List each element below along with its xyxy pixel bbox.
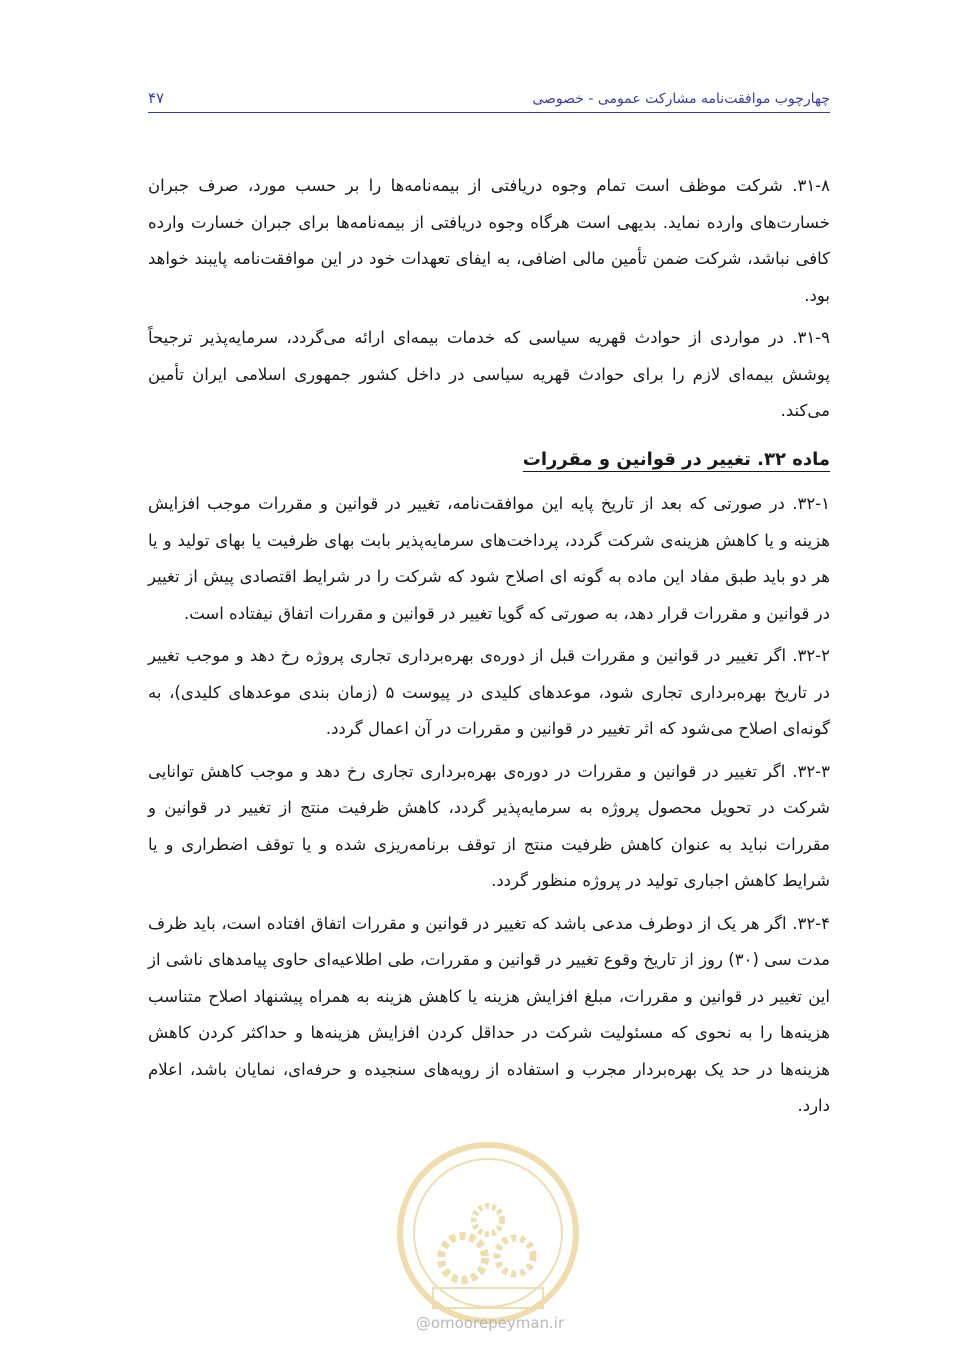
watermark-logo-icon [393, 1138, 583, 1328]
running-title: چهارچوب موافقت‌نامه مشارکت عمومی - خصوصی [532, 91, 830, 107]
paragraph-32-4: ۳۲-۴. اگر هر یک از دوطرف مدعی باشد که تغییر در قوانین و مقررات اتفاق افتاده است، باید ظرف مدت سی (۳۰) روز از تاریخ وقوع تغییر در قوانین و مقررات، طی اطلاعیه‌ای حاوی پیامدهای ناشی از این تغییر در قوانین و مقررات، مبلغ افزایش هزینه یا کاهش هزینه به همراه پیشنهاد اصلاح متناسب هزینه‌ها را به نحوی که مسئولیت شرکت در حداقل کردن افزایش هزینه‌ها و حداکثر کردن کاهش هزینه‌ها در حد یک بهره‌بردار مجرب و استفاده از رویه‌های سنجیده و حرفه‌ای، نمایان باشد، اعلام دارد. [148, 913, 830, 1115]
paragraph-31-8: ۳۱-۸. شرکت موظف است تمام وجوه دریافتی از بیمه‌نامه‌ها را بر حسب مورد، صرف جبران خسارت‌های وارده نماید. بدیهی است هرگاه وجوه دریافتی از بیمه‌نامه‌ها برای جبران خسارت وارده کافی نباشد، شرکت ضمن تأمین مالی اضافی، به ایفای تعهدات خود در این موافقت‌نامه پایبند خواهد بود. [148, 176, 830, 305]
page-number: ۴۷ [148, 89, 165, 107]
paragraph-32-2: ۳۲-۲. اگر تغییر در قوانین و مقررات قبل از دوره‌ی بهره‌برداری تجاری پروژه رخ دهد و موجب تغییر در تاریخ بهره‌برداری تجاری شود، موعدهای کلیدی در پیوست ۵ (زمان بندی موعدهای کلیدی)، به گونه‌ای اصلاح می‌شود که اثر تغییر در قوانین و مقررات در آن اعمال گردد. [148, 646, 830, 738]
paragraph-32-1: ۳۲-۱. در صورتی که بعد از تاریخ پایه این موافقت‌نامه، تغییر در قوانین و مقررات موجب افزایش هزینه و یا کاهش هزینه‌ی شرکت گردد، پرداخت‌های سرمایه‌پذیر بابت بهای ظرفیت یا بهای تولید و یا هر دو باید طبق مفاد این ماده به گونه ای اصلاح شود که شرکت را در شرایط اقتصادی پیش از تغییر در قوانین و مقررات قرار دهد، به صورتی که گویا تغییر در قوانین و مقررات اتفاق نیفتاده است. [148, 494, 830, 623]
page-header [148, 84, 830, 113]
watermark-site-text: @omoorepeyman.ir [415, 1314, 565, 1332]
section-heading-article-32: ماده ۳۲. تغییر در قوانین و مقررات [522, 448, 830, 470]
paragraph-31-9: ۳۱-۹. در مواردی از حوادث قهریه سیاسی که خدمات بیمه‌ای ارائه می‌گردد، سرمایه‌پذیر ترجیحاً پوشش بیمه‌ای لازم را برای حوادث قهریه سیاسی در داخل کشور جمهوری اسلامی ایران تأمین می‌کند. [148, 328, 830, 420]
paragraph-32-3: ۳۲-۳. اگر تغییر در قوانین و مقررات در دوره‌ی بهره‌برداری تجاری رخ دهد و موجب کاهش توانایی شرکت در تحویل محصول پروژه به سرمایه‌پذیر گردد، کاهش ظرفیت منتج از تغییر در قوانین و مقررات نباید به عنوان کاهش ظرفیت منتج از توقف برنامه‌ریزی شده و یا توقف اضطراری و یا شرایط کاهش اجباری تولید در پروژه منظور گردد. [148, 761, 830, 890]
document-body [148, 168, 830, 1131]
